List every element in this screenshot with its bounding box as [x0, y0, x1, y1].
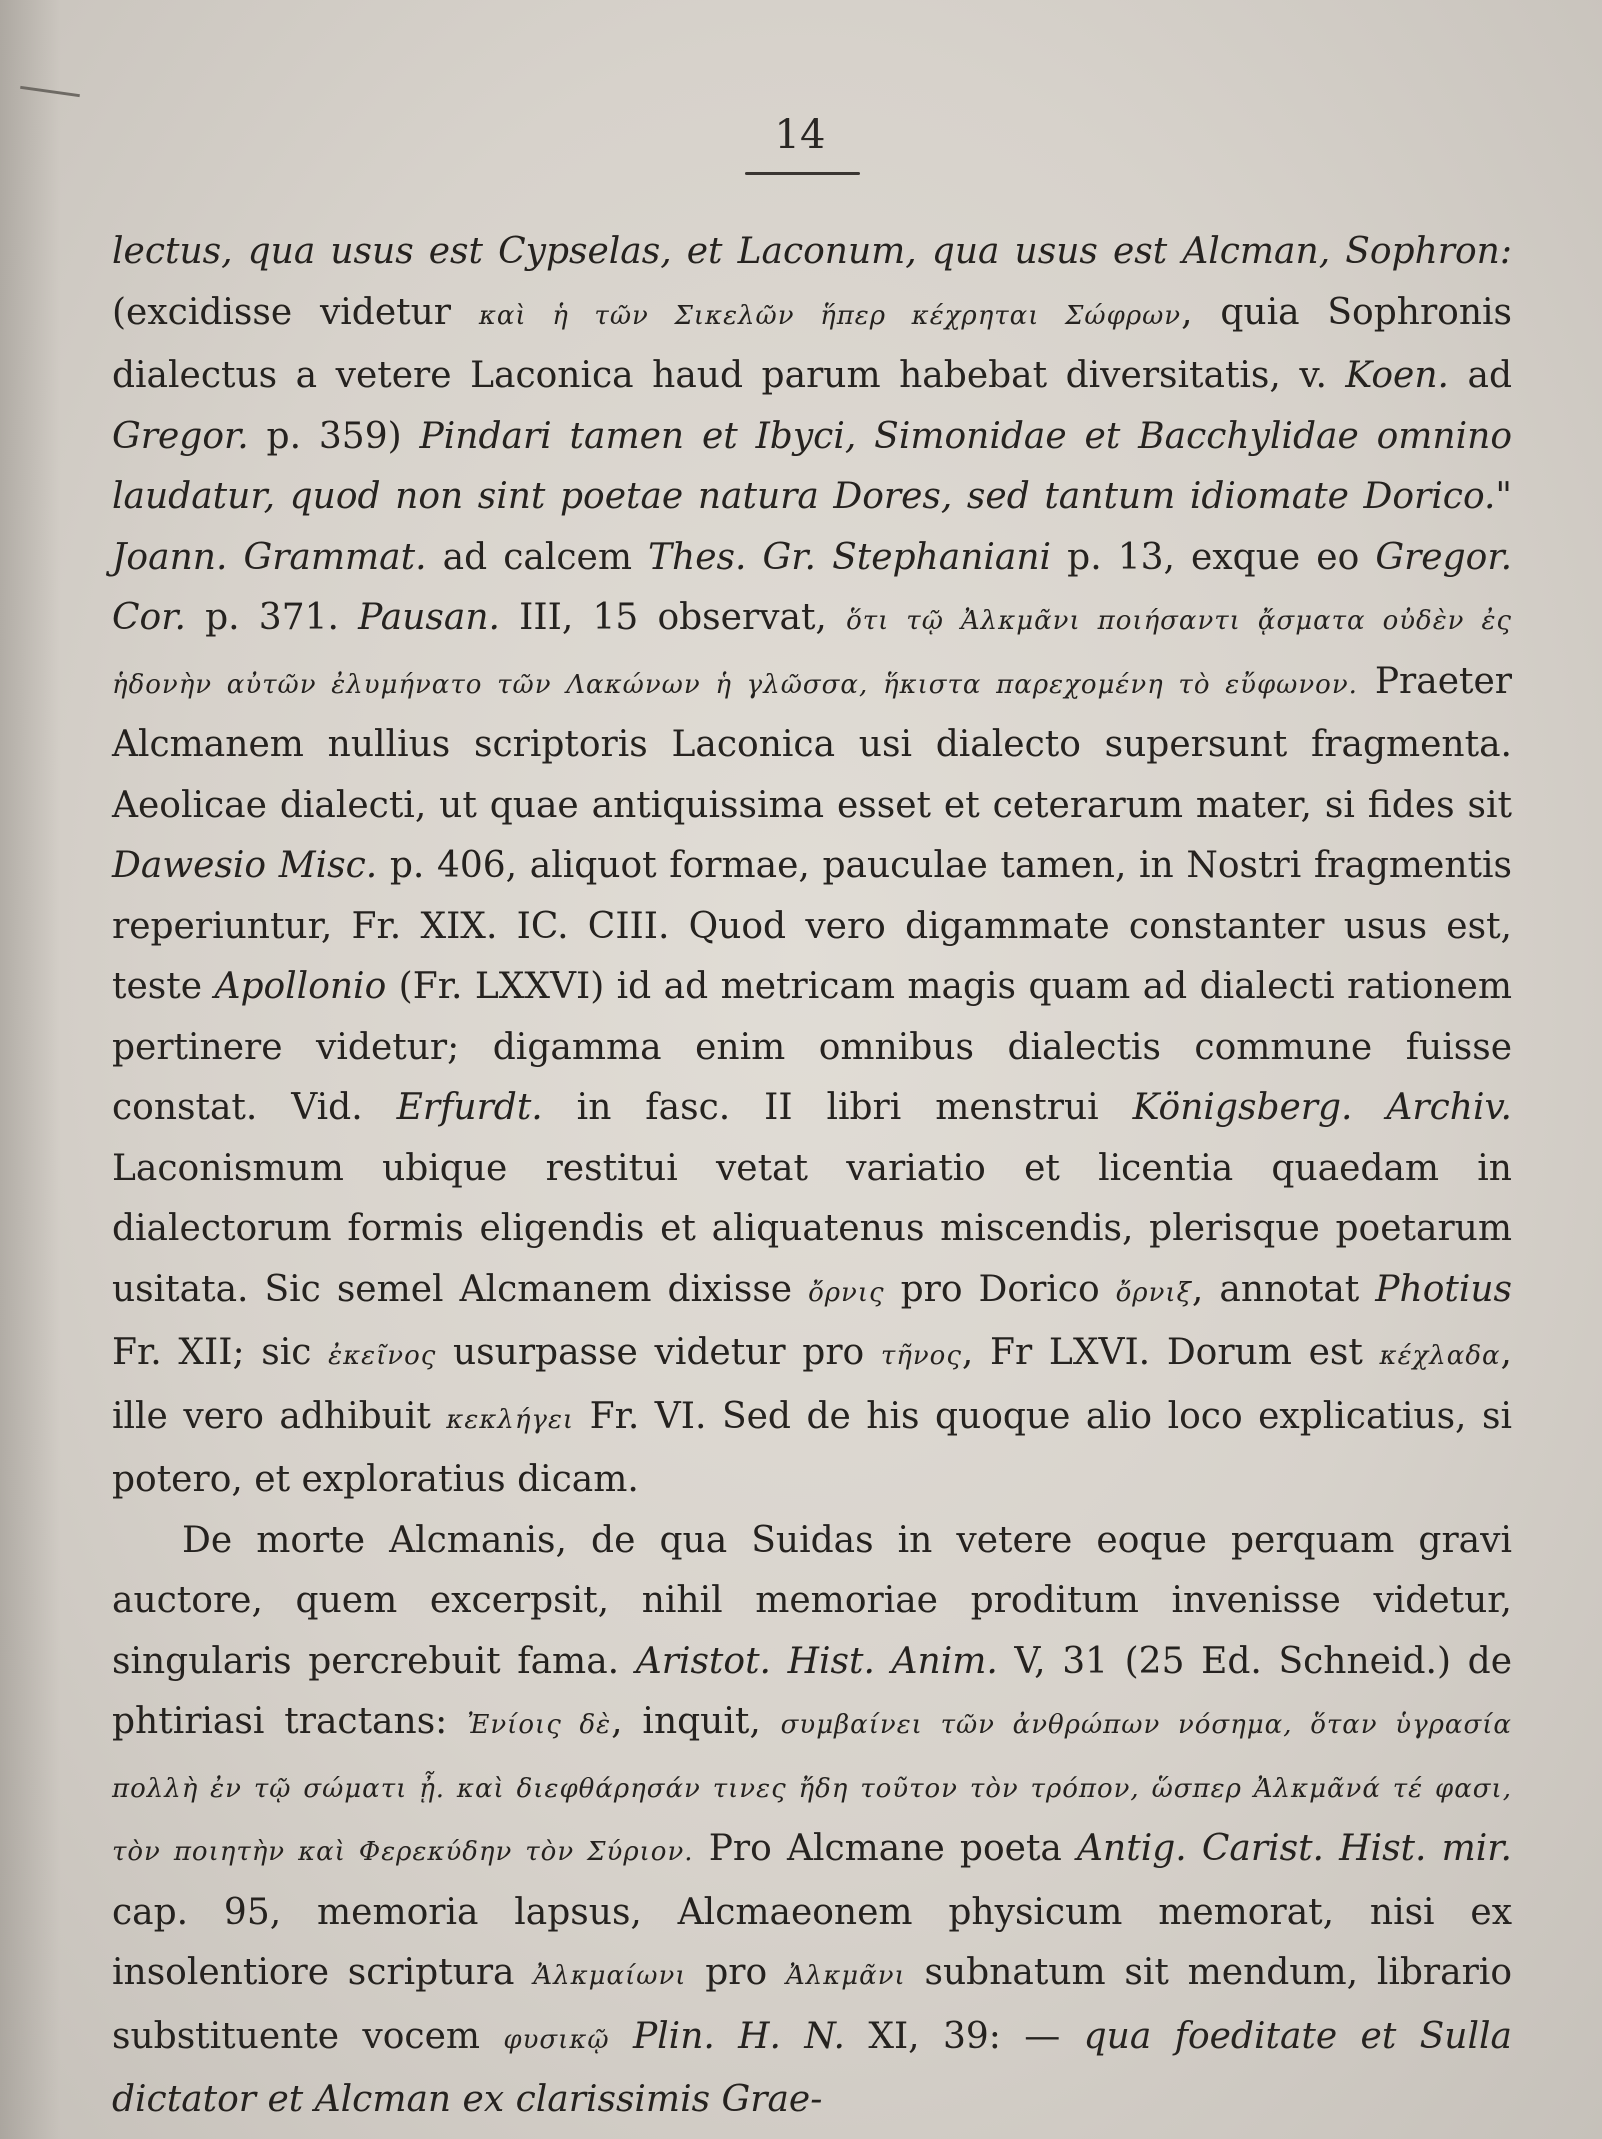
italic-text: Königsberg. Archiv.	[1132, 1087, 1513, 1128]
greek-quote: ἐκεῖνος	[328, 1341, 437, 1371]
text-run: cap. 95, memoria lapsus, Alcmaeonem physicum memorat, nisi ex insolentiore scriptura	[112, 1891, 1512, 1993]
italic-text: Laconum, qua usus est Alcman, Sophron:	[737, 231, 1512, 272]
text-run: p. 371.	[185, 597, 359, 638]
greek-quote: κέχλαδα	[1379, 1341, 1501, 1371]
text-run: subnatum sit mendum, librario substituente vocem	[112, 1952, 1512, 2057]
italic-text: et	[686, 231, 738, 272]
text-run: p. 406, aliquot formae, pauculae tamen, in Nostri fragmentis reperiuntur, Fr. XIX. IC. CIII. Quod vero digammate constanter usus est, teste	[112, 845, 1512, 1007]
text-run: pro	[686, 1952, 786, 1993]
italic-text: Koen.	[1345, 355, 1449, 396]
italic-text: Aristot. Hist. Anim.	[635, 1640, 998, 1682]
greek-quote: φυσικῷ	[503, 2024, 610, 2055]
italic-text: Erfurdt.	[396, 1087, 543, 1128]
italic-text: Gregor.	[112, 415, 249, 457]
text-run: Praeter Alcmanem nullius scriptoris Laconica usi dialecto supersunt fragmenta. Aeolicae dialecti, ut quae antiquissima esset et ceterarum mater, si fides sit	[112, 660, 1512, 826]
page-number: 14	[774, 112, 826, 158]
italic-text: Plin. H. N.	[632, 2015, 845, 2057]
italic-text: Photius	[1375, 1268, 1513, 1310]
text-run: ad calcem	[426, 536, 649, 578]
italic-text: Dawesio Misc.	[112, 845, 378, 886]
text-run: , inquit,	[611, 1701, 781, 1742]
greek-quote: κεκλήγει	[446, 1404, 575, 1435]
text-run: , annotat	[1191, 1268, 1376, 1310]
text-run: V, 31 (25 Ed. Schneid.) de phtiriasi tractans:	[112, 1640, 1513, 1742]
text-run: pro Dorico	[884, 1268, 1116, 1310]
greek-quote: ὄρνις	[808, 1277, 885, 1308]
text-run: Fr. XII; sic	[112, 1332, 329, 1373]
greek-quote: τῆνος	[880, 1341, 962, 1371]
text-run: Fr. VI. Sed de his quoque alio loco explicatius, si potero, et exploratius dicam.	[112, 1395, 1512, 1500]
text-run: usurpasse videtur pro	[436, 1332, 881, 1373]
text-run: in fasc. II libri menstrui	[542, 1087, 1133, 1128]
italic-text: Gregor. Cor.	[112, 536, 1513, 638]
text-run: ad	[1448, 355, 1513, 396]
greek-quote: Ἐνίοις δὲ	[467, 1710, 612, 1740]
stain-top-left	[20, 86, 80, 97]
text-run: Pro Alcmane poeta	[693, 1828, 1078, 1869]
text-run: III, 15 observat,	[499, 597, 847, 638]
stain-left	[0, 0, 60, 2139]
paragraph-1	[112, 222, 1512, 1511]
greek-quote: ὄρνιξ	[1115, 1277, 1192, 1308]
greek-quote: Ἀλκμαίωνι	[533, 1961, 687, 1991]
text-run: XI, 39: —	[844, 2015, 1084, 2057]
text-run: , quia Sophronis dialectus a vetere Laconica haud parum habebat diversitatis, v.	[112, 291, 1512, 396]
text-run	[610, 2016, 633, 2057]
italic-text: Apollonio	[214, 966, 387, 1007]
greek-quote: ὅτι τῷ Ἀλκμᾶνι ποιήσαντι ᾄσματα οὐδὲν ἐς ἡδονὴν αὐτῶν ἐλυμήνατο τῶν Λακώνων ἡ γλῶσσα, ἥκιστα παρεχομένη τὸ εὔφωνον.	[112, 606, 1512, 700]
page-number-rule	[745, 172, 860, 175]
text-run: , ille vero adhibuit	[112, 1332, 1512, 1437]
italic-text: qua foeditate et Sulla dictator et Alcman ex clarissimis Grae-	[112, 2015, 1512, 2120]
italic-text: Pindari tamen et Ibyci, Simonidae et Bacchylidae omnino laudatur, quod non sint poetae natura Dores, sed tantum idiomate Dorico."	[112, 415, 1512, 517]
text-run: (Fr. LXXVI) id ad metricam magis quam ad dialecti rationem pertinere videtur; digamma enim omnibus dialectis commune fuisse constat. Vid.	[112, 966, 1512, 1128]
italic-text: Antig. Carist. Hist. mir.	[1077, 1828, 1512, 1869]
text-run: , Fr LXVI. Dorum est	[961, 1332, 1380, 1373]
greek-quote: Ἀλκμᾶνι	[785, 1961, 906, 1991]
body-text	[112, 222, 1512, 2131]
text-run: De morte Alcmanis, de qua Suidas in vetere eoque perquam gravi auctore, quem excerpsit, nihil memoriae proditum invenisse videtur, singularis percrebuit fama.	[112, 1519, 1512, 1682]
italic-text: lectus, qua usus est Cypselas,	[112, 231, 687, 272]
greek-quote: συμβαίνει τῶν ἀνθρώπων νόσημα, ὅταν ὑγρασία πολλὴ ἐν τῷ σώματι ᾖ. καὶ διεφθάρησάν τινες ἤδη τοῦτον τὸν τρόπον, ὥσπερ Ἀλκμᾶνά τέ φασι, τὸν ποιητὴν καὶ Φερεκύδην τὸν Σύριον.	[112, 1710, 1512, 1867]
text-run: p. 359)	[248, 415, 420, 457]
text-run: p. 13, exque eo	[1051, 536, 1376, 578]
italic-text: Thes. Gr. Stephaniani	[648, 536, 1052, 578]
italic-text: Pausan.	[358, 597, 500, 638]
greek-quote: καὶ ἡ τῶν Σικελῶν ἥπερ κέχρηται Σώφρων	[478, 300, 1182, 331]
italic-text: Joann. Grammat.	[112, 536, 427, 578]
text-run: Laconismum ubique restitui vetat variatio et licentia quaedam in dialectorum formis eligendis et aliquatenus miscendis, plerisque poetarum usitata. Sic semel Alcmanem dixisse	[112, 1147, 1512, 1310]
text-run: (excidisse videtur	[112, 291, 479, 333]
paragraph-2	[112, 1511, 1512, 2131]
